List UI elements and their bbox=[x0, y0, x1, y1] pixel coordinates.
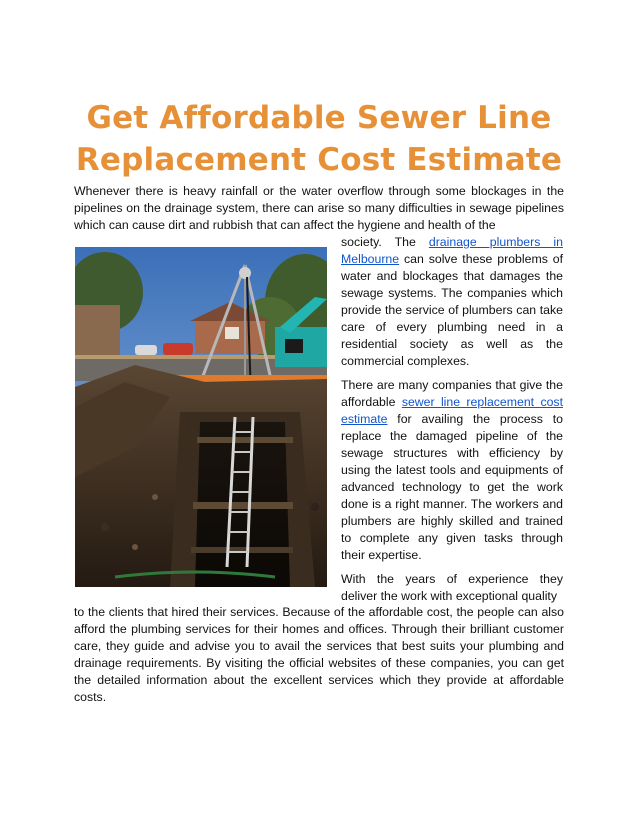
page-title bbox=[60, 97, 578, 181]
sewer-line-replacement-link[interactable]: sewer line replacement cost estimate bbox=[341, 395, 563, 426]
paragraph-3-continued: to the clients that hired their services. Because of the affordable cost, the people can also afford the plumbing services for their homes and offices. Through their brilliant customer care, they guide and advise you to avail the services that best suits your plumbing and drainage requirements. By visiting the official websites of these companies, you can get the detailed information about the excellent services which they provide at affordable costs. bbox=[74, 605, 564, 704]
title-line-2: Replacement Cost Estimate bbox=[75, 141, 563, 178]
paragraph-1-column: society. The drainage plumbers in Melbourne can solve these problems of water and blockages that damages the sewage systems. The companies which provide the service of plumbers can take care of every plumbing need in a residential society as well as the commercial complexes. bbox=[341, 235, 564, 368]
intro-paragraph: Whenever there is heavy rainfall or the water overflow through some blockages in the pipelines on the drainage system, there can arise so many difficulties in sewage pipelines which can cause dirt and rubbish that can affect the hygiene and health of the bbox=[74, 184, 564, 232]
sewer-excavation-photo bbox=[75, 247, 327, 587]
drainage-plumbers-link[interactable]: drainage plumbers in Melbourne bbox=[341, 235, 564, 266]
paragraph-3-column: With the years of experience they deliver the work with exceptional quality bbox=[341, 572, 563, 603]
paragraph-2: There are many companies that give the affordable sewer line replacement cost estimate for availing the process to replace the damaged pipeline of the sewage structures with efficiency by using the latest tools and equipments of advanced technology to get the work done is a right manner. The workers and plumbers are highly skilled and trained to complete any given tasks through their expertise. bbox=[341, 378, 563, 562]
title-line-1: Get Affordable Sewer Line bbox=[86, 99, 552, 136]
